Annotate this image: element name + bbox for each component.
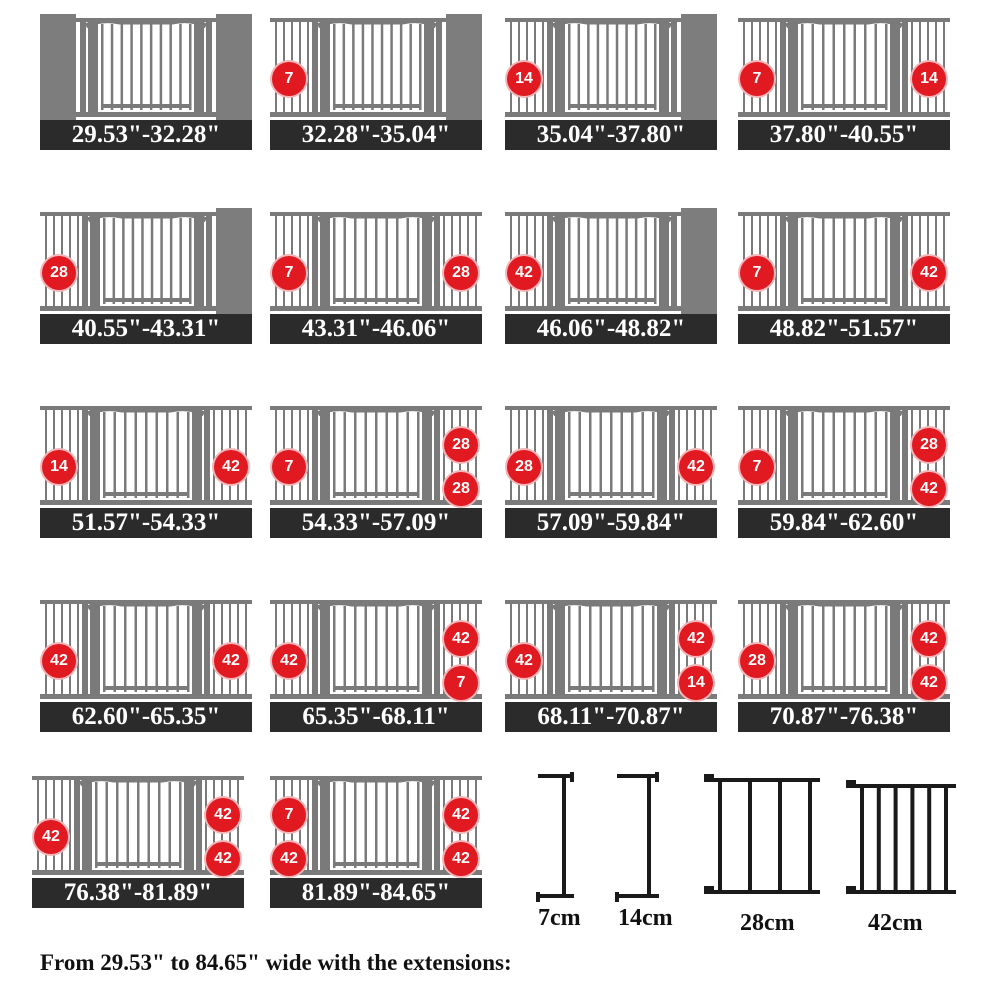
extension-badge: 42: [912, 666, 946, 700]
extension-badge: 28: [912, 428, 946, 462]
extension-badge: 42: [272, 842, 306, 876]
gate-config: [505, 402, 717, 538]
extension-badge: 28: [740, 644, 774, 678]
extension-badge: 42: [912, 622, 946, 656]
gate-config: [270, 208, 482, 344]
width-range-label: 51.57"-54.33": [40, 508, 252, 538]
width-range-label: 43.31"-46.06": [270, 314, 482, 344]
extension-badge: 42: [272, 644, 306, 678]
gate-config: [32, 772, 244, 908]
extension-illustration: [536, 772, 576, 902]
gate-config: [270, 14, 482, 150]
extension-badge: 42: [912, 256, 946, 290]
extension-badge: 28: [42, 256, 76, 290]
extension-illustration: [846, 778, 958, 902]
gate-config: [738, 596, 950, 732]
gate-config: [40, 402, 252, 538]
extension-badge: 7: [272, 62, 306, 96]
extension-badge: 42: [444, 842, 478, 876]
extension-size-label: 14cm: [618, 905, 673, 931]
gate-config: [505, 208, 717, 344]
gate-config: [270, 772, 482, 908]
gate-config: [270, 596, 482, 732]
gate-config: [505, 14, 717, 150]
extension-badge: 42: [912, 472, 946, 506]
extension-badge: 42: [507, 644, 541, 678]
gate-config: [40, 14, 252, 150]
width-range-label: 54.33"-57.09": [270, 508, 482, 538]
width-range-label: 32.28"-35.04": [270, 120, 482, 150]
extension-badge: 7: [444, 666, 478, 700]
extension-badge: 42: [214, 644, 248, 678]
extension-badge: 14: [679, 666, 713, 700]
extension-badge: 7: [272, 798, 306, 832]
extension-badge: 7: [740, 450, 774, 484]
extension-badge: 42: [206, 842, 240, 876]
gate-config: [738, 14, 950, 150]
gate-config: [505, 596, 717, 732]
width-range-label: 68.11"-70.87": [505, 702, 717, 732]
extension-badge: 7: [272, 256, 306, 290]
width-range-label: 65.35"-68.11": [270, 702, 482, 732]
width-range-label: 76.38"-81.89": [32, 878, 244, 908]
width-range-label: 57.09"-59.84": [505, 508, 717, 538]
extension-badge: 28: [444, 472, 478, 506]
extension-badge: 7: [272, 450, 306, 484]
width-range-label: 35.04"-37.80": [505, 120, 717, 150]
extension-badge: 42: [679, 450, 713, 484]
extension-size-label: 7cm: [538, 905, 581, 931]
width-range-label: 59.84"-62.60": [738, 508, 950, 538]
width-range-label: 48.82"-51.57": [738, 314, 950, 344]
gate-config: [738, 402, 950, 538]
extension-piece: [704, 772, 822, 907]
extension-badge: 14: [42, 450, 76, 484]
extension-badge: 42: [507, 256, 541, 290]
extension-badge: 28: [444, 428, 478, 462]
extension-badge: 42: [206, 798, 240, 832]
width-range-label: 29.53"-32.28": [40, 120, 252, 150]
width-range-label: 40.55"-43.31": [40, 314, 252, 344]
width-range-label: 46.06"-48.82": [505, 314, 717, 344]
gate-config: [40, 596, 252, 732]
extension-badge: 28: [507, 450, 541, 484]
extension-piece: [536, 772, 576, 907]
extension-badge: 42: [444, 798, 478, 832]
width-range-label: 62.60"-65.35": [40, 702, 252, 732]
gate-config: [738, 208, 950, 344]
extension-illustration: [615, 772, 661, 902]
gate-config: [270, 402, 482, 538]
extension-illustration: [704, 772, 822, 902]
footer-caption: From 29.53" to 84.65" wide with the extensions:: [40, 950, 512, 975]
extension-badge: 42: [42, 644, 76, 678]
extension-badge: 28: [444, 256, 478, 290]
extension-badge: 42: [34, 820, 68, 854]
extension-badge: 42: [444, 622, 478, 656]
gate-config: [40, 208, 252, 344]
extension-badge: 42: [214, 450, 248, 484]
extension-badge: 14: [912, 62, 946, 96]
extension-badge: 7: [740, 256, 774, 290]
width-range-label: 37.80"-40.55": [738, 120, 950, 150]
width-range-label: 81.89"-84.65": [270, 878, 482, 908]
extension-piece: [615, 772, 661, 907]
extension-badge: 14: [507, 62, 541, 96]
extension-size-label: 28cm: [740, 910, 795, 936]
extension-badge: 42: [679, 622, 713, 656]
width-range-label: 70.87"-76.38": [738, 702, 950, 732]
extension-piece: [846, 778, 958, 907]
gate-illustration: [40, 14, 252, 124]
extension-badge: 7: [740, 62, 774, 96]
extension-size-label: 42cm: [868, 910, 923, 936]
